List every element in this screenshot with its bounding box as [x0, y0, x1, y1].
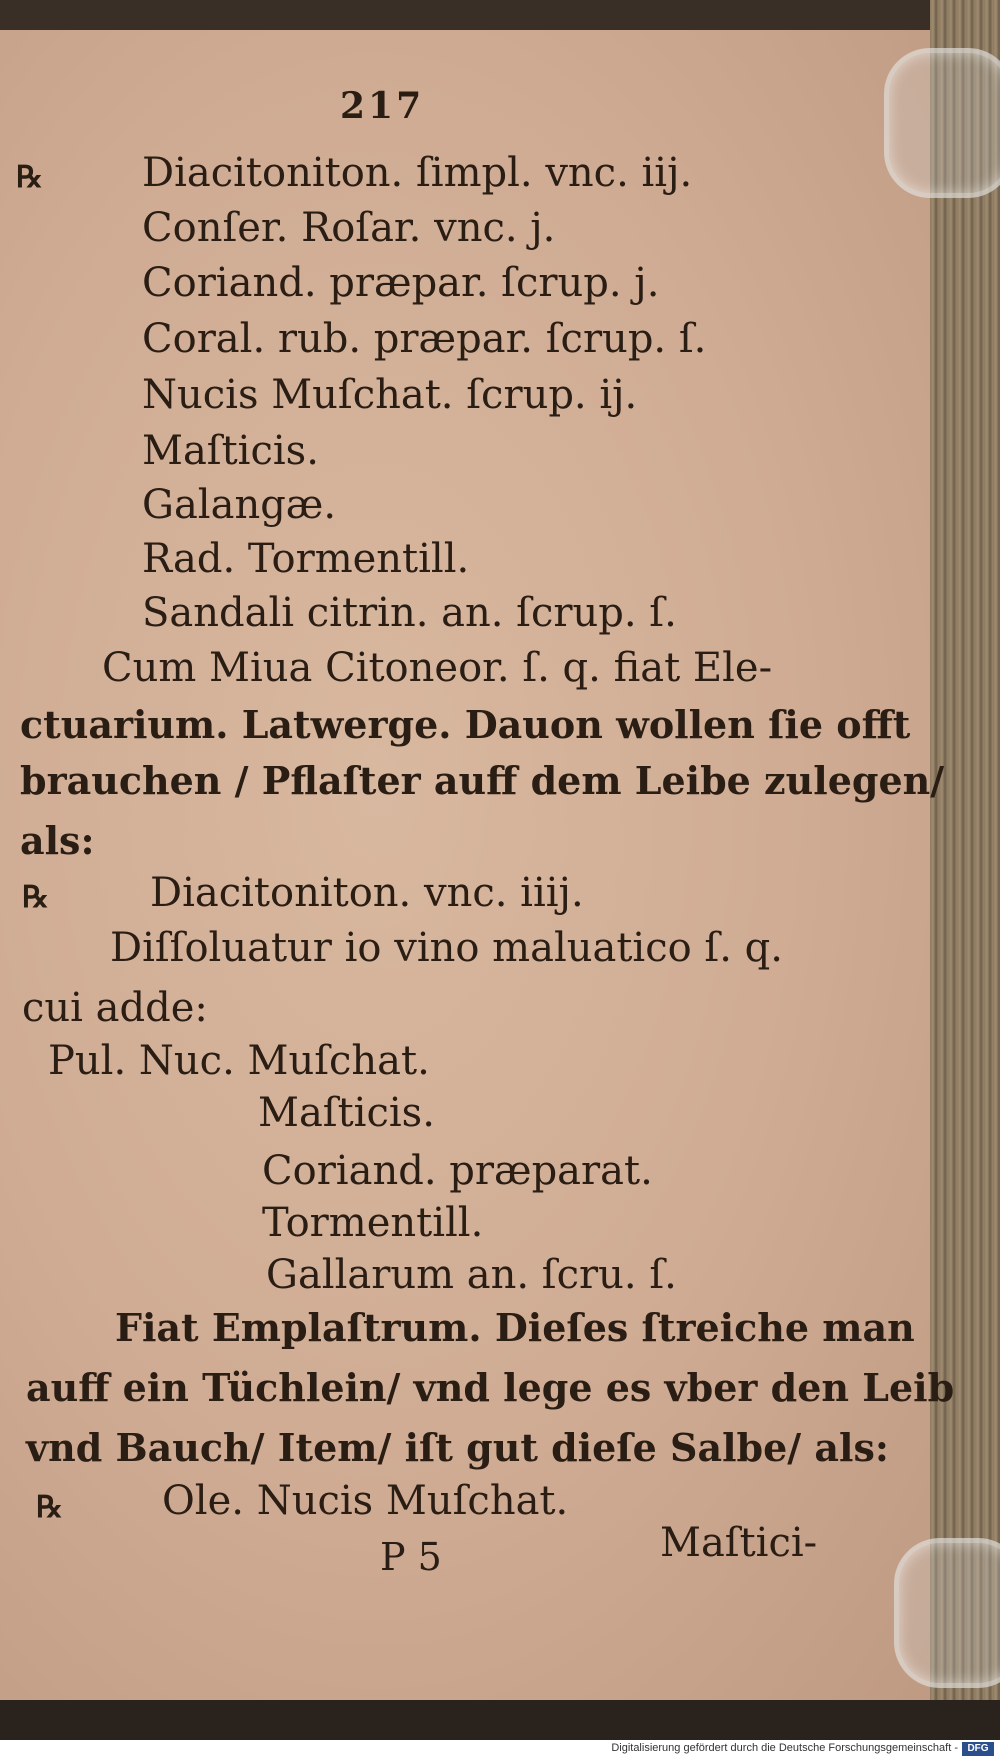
text-line: Nucis Muſchat. ſcrup. ij.	[142, 372, 638, 418]
footer-bar	[0, 1740, 1000, 1759]
page-clip-top	[884, 48, 1000, 198]
text-line: als:	[20, 818, 95, 863]
book-foredge	[930, 0, 1000, 1740]
page-clip-bottom	[894, 1538, 1000, 1688]
text-line: Diacitoniton. vnc. iiij.	[150, 870, 584, 916]
rx-symbol: ℞	[16, 160, 43, 195]
text-line: Tormentill.	[262, 1200, 484, 1246]
text-line: cui adde:	[22, 985, 208, 1031]
text-line: Coriand. præparat.	[262, 1148, 653, 1194]
text-line: Conſer. Roſar. vnc. j.	[142, 205, 556, 251]
signature-mark: P 5	[380, 1535, 442, 1579]
text-line: Diacitoniton. ſimpl. vnc. iij.	[142, 150, 693, 196]
text-line: Galangæ.	[142, 482, 337, 528]
funding-credit: Digitalisierung gefördert durch die Deutsche Forschungsgemeinschaft -	[611, 1742, 958, 1754]
rx-symbol: ℞	[22, 880, 49, 915]
book-top-edge	[0, 0, 1000, 32]
text-line: vnd Bauch/ Item/ iſt gut dieſe Salbe/ als:	[26, 1425, 889, 1470]
text-line: Maſticis.	[142, 428, 319, 474]
text-line: Rad. Tormentill.	[142, 536, 470, 582]
text-line: brauchen / Pflaſter auff dem Leibe zulegen/	[20, 758, 945, 803]
text-line: Diſſoluatur io vino maluatico ſ. q.	[110, 925, 783, 971]
text-line: Sandali citrin. an. ſcrup. ſ.	[142, 590, 677, 636]
text-line: Fiat Emplaſtrum. Dieſes ſtreiche man	[115, 1305, 915, 1350]
book-bottom-edge	[0, 1700, 1000, 1740]
text-line: auff ein Tüchlein/ vnd lege es vber den Leib	[26, 1365, 955, 1410]
text-line: Gallarum an. ſcru. ſ.	[266, 1252, 677, 1298]
text-line: Pul. Nuc. Muſchat.	[48, 1038, 430, 1084]
page-number: 217	[340, 85, 425, 127]
dfg-logo: DFG	[962, 1742, 994, 1756]
rx-symbol: ℞	[36, 1490, 63, 1525]
text-line: Cum Miua Citoneor. ſ. q. fiat Ele-	[102, 645, 773, 691]
text-line: ctuarium. Latwerge. Dauon wollen ſie offt	[20, 702, 911, 747]
text-line: Maſticis.	[258, 1090, 435, 1136]
text-line: Ole. Nucis Muſchat.	[162, 1478, 569, 1524]
text-line: Coriand. præpar. ſcrup. j.	[142, 260, 660, 306]
catchword: Maſtici-	[660, 1520, 818, 1566]
text-line: Coral. rub. præpar. ſcrup. ſ.	[142, 316, 707, 362]
